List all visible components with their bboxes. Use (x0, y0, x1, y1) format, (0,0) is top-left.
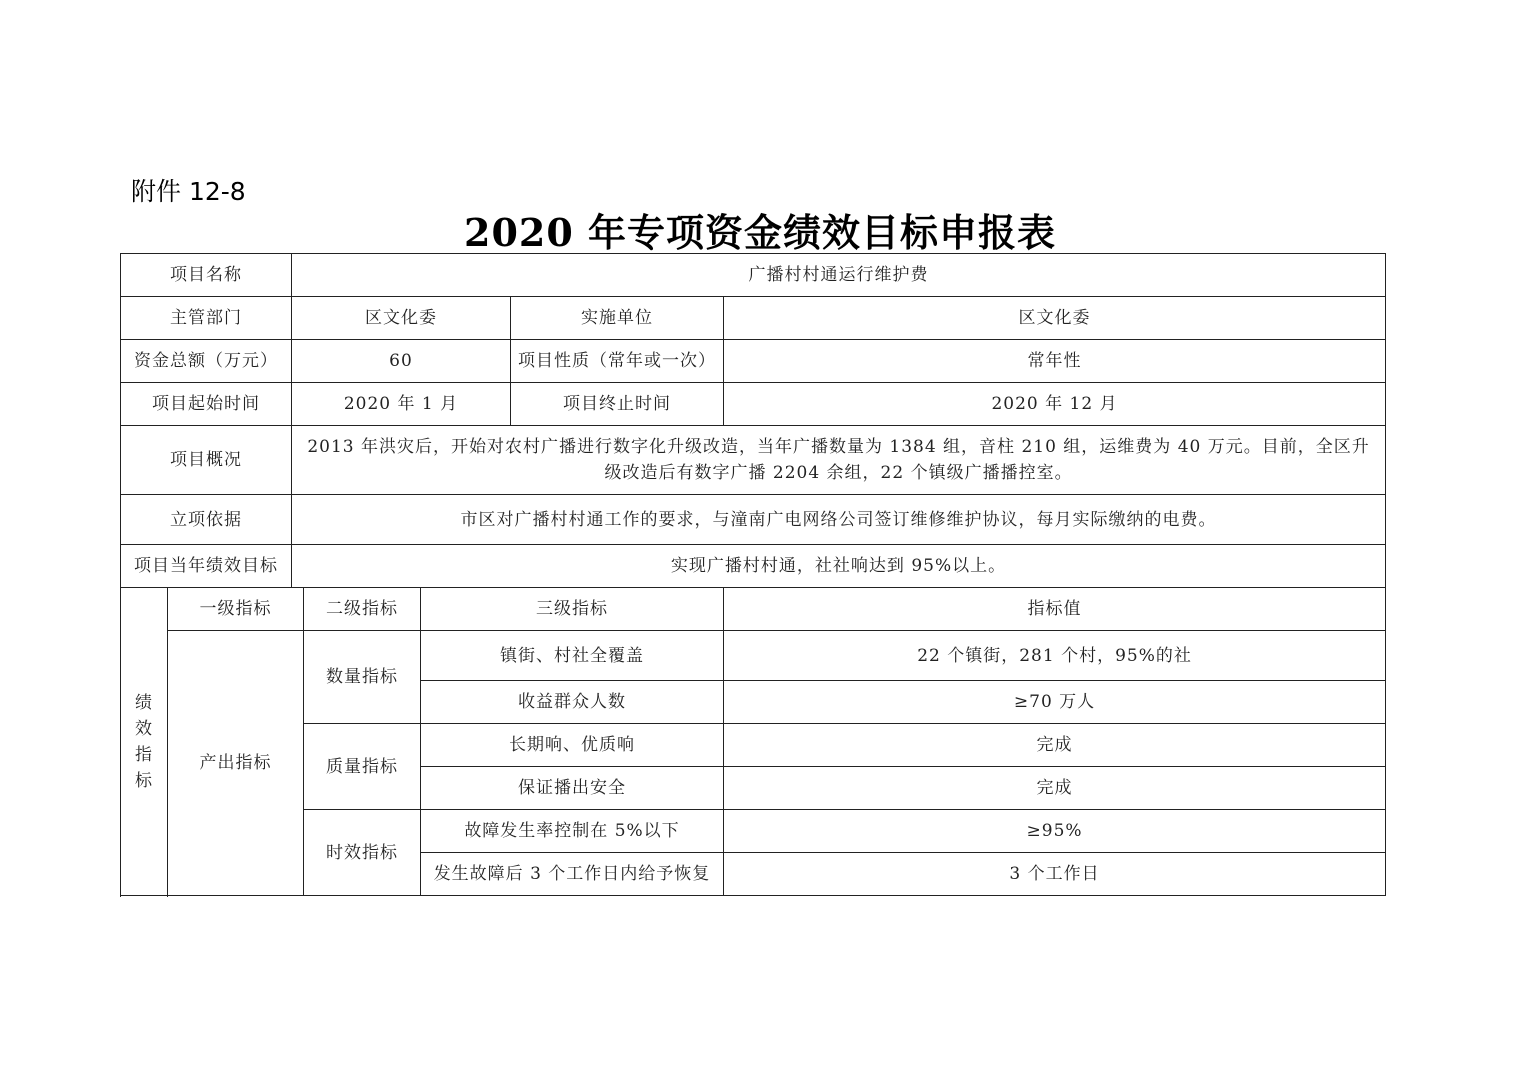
row-overview (121, 426, 1386, 495)
impl-unit-label: 实施单位 (511, 297, 724, 340)
attachment-label: 附件 12-8 (131, 177, 246, 206)
indicator-row (121, 631, 1386, 681)
level1-output: 产出指标 (168, 631, 304, 896)
indicator-value: ≥70 万人 (724, 681, 1386, 724)
indicators-section-label: 绩 效 指 标 (121, 588, 168, 896)
indicator-value: 3 个工作日 (724, 853, 1386, 896)
overview-label: 项目概况 (121, 426, 292, 495)
nature-label: 项目性质（常年或一次） (511, 340, 724, 383)
start-label: 项目起始时间 (121, 383, 292, 426)
project-name-value: 广播村村通运行维护费 (292, 254, 1386, 297)
row-dept (121, 297, 1386, 340)
row-goal (121, 545, 1386, 588)
dept-value: 区文化委 (292, 297, 511, 340)
impl-unit-value: 区文化委 (724, 297, 1386, 340)
indicator-value: 完成 (724, 767, 1386, 810)
indicator-value: 22 个镇街，281 个村，95%的社 (724, 631, 1386, 681)
header-level1: 一级指标 (168, 588, 304, 631)
level3-item: 长期响、优质响 (421, 724, 724, 767)
header-value: 指标值 (724, 588, 1386, 631)
indicator-value: ≥95% (724, 810, 1386, 853)
level3-item: 收益群众人数 (421, 681, 724, 724)
funds-value: 60 (292, 340, 511, 383)
basis-value: 市区对广播村村通工作的要求，与潼南广电网络公司签订维修维护协议，每月实际缴纳的电费。 (292, 495, 1386, 545)
level3-item: 镇街、村社全覆盖 (421, 631, 724, 681)
level2-timeliness: 时效指标 (304, 810, 421, 896)
row-project-name (121, 254, 1386, 297)
performance-target-table (120, 253, 1386, 896)
indicator-row (121, 810, 1386, 853)
funds-label: 资金总额（万元） (121, 340, 292, 383)
nature-value: 常年性 (724, 340, 1386, 383)
page-title: 2020 年专项资金绩效目标申报表 (464, 210, 1056, 255)
level3-item: 保证播出安全 (421, 767, 724, 810)
row-funds (121, 340, 1386, 383)
level2-quantity: 数量指标 (304, 631, 421, 724)
level3-item: 故障发生率控制在 5%以下 (421, 810, 724, 853)
level2-quality: 质量指标 (304, 724, 421, 810)
header-level2: 二级指标 (304, 588, 421, 631)
start-value: 2020 年 1 月 (292, 383, 511, 426)
end-value: 2020 年 12 月 (724, 383, 1386, 426)
end-label: 项目终止时间 (511, 383, 724, 426)
header-level3: 三级指标 (421, 588, 724, 631)
basis-label: 立项依据 (121, 495, 292, 545)
row-basis (121, 495, 1386, 545)
indicator-row (121, 724, 1386, 767)
goal-label: 项目当年绩效目标 (121, 545, 292, 588)
level3-item: 发生故障后 3 个工作日内给予恢复 (421, 853, 724, 896)
indicator-header-row (121, 588, 1386, 631)
overview-value: 2013 年洪灾后，开始对农村广播进行数字化升级改造，当年广播数量为 1384 组，音柱 210 组，运维费为 40 万元。目前，全区升级改造后有数字广播 2204 余组，22 个镇级广播播控室。 (292, 426, 1386, 495)
dept-label: 主管部门 (121, 297, 292, 340)
goal-value: 实现广播村村通，社社响达到 95%以上。 (292, 545, 1386, 588)
indicator-value: 完成 (724, 724, 1386, 767)
row-period (121, 383, 1386, 426)
project-name-label: 项目名称 (121, 254, 292, 297)
